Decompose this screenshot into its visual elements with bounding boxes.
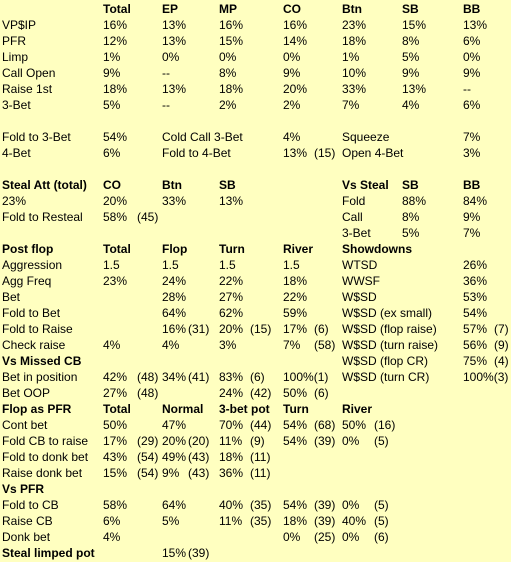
stat-cell-r18-bb: 53% bbox=[463, 290, 488, 304]
stat-cell-r28-total: 43% bbox=[103, 450, 128, 464]
stat-cell-r29-total: 15% bbox=[103, 466, 128, 480]
stat-cell-r4-mp: 8% bbox=[219, 66, 237, 80]
stat-cell-r14-btn: 3-Bet bbox=[342, 226, 371, 240]
stat-cell-r15-label: Post flop bbox=[2, 242, 54, 256]
stat-cell-r17-label: Agg Freq bbox=[2, 274, 52, 288]
stat-cell-r31-cop: (39) bbox=[314, 498, 336, 512]
stat-cell-r0-btn: Btn bbox=[342, 2, 362, 16]
stat-cell-r15-btn: Showdowns bbox=[342, 242, 412, 256]
stat-cell-r11-btn: Vs Steal bbox=[342, 178, 389, 192]
stat-cell-r2-label: PFR bbox=[2, 34, 26, 48]
stat-cell-r3-btn: 1% bbox=[342, 50, 360, 64]
stat-cell-r17-bb: 36% bbox=[463, 274, 488, 288]
stat-cell-r4-total: 9% bbox=[103, 66, 121, 80]
stat-cell-r13-label: Fold to Resteal bbox=[2, 210, 83, 224]
stat-cell-r32-cop: (39) bbox=[314, 514, 336, 528]
stat-cell-r23-co: 100%(1) bbox=[283, 370, 329, 384]
stat-cell-r1-co: 16% bbox=[283, 18, 308, 32]
stat-cell-r20-cop: (6) bbox=[314, 322, 329, 336]
stat-cell-r20-label: Fold to Raise bbox=[2, 322, 73, 336]
stat-cell-r27-btnp: (5) bbox=[374, 434, 389, 448]
stat-cell-r8-bb: 7% bbox=[463, 130, 481, 144]
stat-cell-r16-mp: 1.5 bbox=[219, 258, 236, 272]
stat-cell-r33-label: Donk bet bbox=[2, 530, 51, 544]
stat-cell-r29-label: Raise donk bet bbox=[2, 466, 83, 480]
stat-cell-r33-btnp: (6) bbox=[374, 530, 389, 544]
stat-cell-r26-btn: 50% bbox=[342, 418, 367, 432]
stat-cell-r5-co: 20% bbox=[283, 82, 308, 96]
stat-cell-r24-total: 27% bbox=[103, 386, 128, 400]
stat-cell-r15-co: River bbox=[283, 242, 314, 256]
stat-cell-r34-label: Steal limped pot bbox=[2, 546, 95, 560]
stat-cell-r32-btnp: (5) bbox=[374, 514, 389, 528]
stat-cell-r26-co: 54% bbox=[283, 418, 308, 432]
stat-cell-r6-total: 5% bbox=[103, 98, 121, 112]
stat-cell-r25-mp: 3-bet pot bbox=[219, 402, 270, 416]
stat-cell-r22-bbp: (4) bbox=[494, 354, 509, 368]
stat-cell-r11-sb: SB bbox=[402, 178, 419, 192]
stat-cell-r2-mp: 15% bbox=[219, 34, 244, 48]
stat-cell-r21-co: 7% bbox=[283, 338, 301, 352]
stat-cell-r32-btn: 40% bbox=[342, 514, 367, 528]
stat-cell-r21-cop: (58) bbox=[314, 338, 336, 352]
stat-cell-r17-co: 18% bbox=[283, 274, 308, 288]
stat-cell-r27-mpp: (9) bbox=[250, 434, 265, 448]
stat-cell-r32-mpp: (35) bbox=[250, 514, 272, 528]
stat-cell-r30-label: Vs PFR bbox=[2, 482, 45, 496]
stat-cell-r17-ep: 24% bbox=[162, 274, 187, 288]
stat-cell-r8-ep: Cold Call 3-Bet bbox=[162, 130, 243, 144]
stat-cell-r17-btn: WWSF bbox=[342, 274, 380, 288]
stat-cell-r1-mp: 16% bbox=[219, 18, 244, 32]
stat-cell-r5-total: 18% bbox=[103, 82, 128, 96]
stat-cell-r20-mp: 20% bbox=[219, 322, 244, 336]
stat-cell-r20-mpp: (15) bbox=[250, 322, 272, 336]
stat-cell-r2-co: 14% bbox=[283, 34, 308, 48]
stat-cell-r27-cop: (39) bbox=[314, 434, 336, 448]
stat-cell-r20-co: 17% bbox=[283, 322, 308, 336]
stat-cell-r33-btn: 0% bbox=[342, 530, 360, 544]
stat-cell-r23-total: 42% bbox=[103, 370, 128, 384]
stat-cell-r5-mp: 18% bbox=[219, 82, 244, 96]
stat-cell-r4-label: Call Open bbox=[2, 66, 56, 80]
stat-cell-r31-btn: 0% bbox=[342, 498, 360, 512]
stat-cell-r21-btn: W$SD (turn raise) bbox=[342, 338, 439, 352]
stat-cell-r9-co: 13% bbox=[283, 146, 308, 160]
stat-cell-r24-co: 50% bbox=[283, 386, 308, 400]
stat-cell-r17-total: 23% bbox=[103, 274, 128, 288]
stat-cell-r27-mp: 11% bbox=[219, 434, 243, 448]
stat-cell-r16-total: 1.5 bbox=[103, 258, 120, 272]
stat-cell-r6-co: 2% bbox=[283, 98, 301, 112]
stat-cell-r12-btn: Fold bbox=[342, 194, 366, 208]
stat-cell-r0-ep: EP bbox=[162, 2, 179, 16]
stat-cell-r1-btn: 23% bbox=[342, 18, 367, 32]
stat-cell-r31-ep: 64% bbox=[162, 498, 187, 512]
stat-cell-r2-bb: 6% bbox=[463, 34, 481, 48]
stat-cell-r4-ep: -- bbox=[162, 66, 170, 80]
stat-cell-r26-cop: (68) bbox=[314, 418, 336, 432]
stat-cell-r22-label: Vs Missed CB bbox=[2, 354, 82, 368]
stat-cell-r18-co: 22% bbox=[283, 290, 308, 304]
stat-cell-r33-cop: (25) bbox=[314, 530, 336, 544]
stat-cell-r27-co: 54% bbox=[283, 434, 308, 448]
stat-cell-r32-label: Raise CB bbox=[2, 514, 53, 528]
stat-cell-r28-ep: 49% bbox=[162, 450, 187, 464]
stat-cell-r18-btn: W$SD bbox=[342, 290, 377, 304]
stat-cell-r3-co: 0% bbox=[283, 50, 301, 64]
stat-cell-r20-epp: (31) bbox=[188, 322, 210, 336]
stat-cell-r5-ep: 13% bbox=[162, 82, 187, 96]
stat-cell-r26-total: 50% bbox=[103, 418, 128, 432]
stat-cell-r6-btn: 7% bbox=[342, 98, 360, 112]
stat-cell-r1-label: VP$IP bbox=[2, 18, 37, 32]
stat-cell-r20-bb: 57% bbox=[463, 322, 488, 336]
stat-cell-r5-bb: -- bbox=[463, 82, 471, 96]
stat-cell-r31-total: 58% bbox=[103, 498, 128, 512]
stat-cell-r11-total: CO bbox=[103, 178, 121, 192]
stat-cell-r24-label: Bet OOP bbox=[2, 386, 51, 400]
stat-cell-r32-co: 18% bbox=[283, 514, 308, 528]
stat-cell-r11-label: Steal Att (total) bbox=[2, 178, 87, 192]
stat-cell-r1-total: 16% bbox=[103, 18, 128, 32]
stat-cell-r24-mp: 24% bbox=[219, 386, 244, 400]
stat-cell-r12-label: 23% bbox=[2, 194, 27, 208]
stat-cell-r29-ep: 9% bbox=[162, 466, 180, 480]
stat-cell-r12-sb: 88% bbox=[402, 194, 427, 208]
stat-cell-r26-mpp: (44) bbox=[250, 418, 272, 432]
stat-cell-r32-total: 6% bbox=[103, 514, 121, 528]
stat-cell-r31-btnp: (5) bbox=[374, 498, 389, 512]
stat-cell-r9-label: 4-Bet bbox=[2, 146, 31, 160]
stat-cell-r16-label: Aggression bbox=[2, 258, 63, 272]
stat-cell-r21-mp: 3% bbox=[219, 338, 237, 352]
stat-cell-r1-sb: 15% bbox=[402, 18, 427, 32]
stat-cell-r29-mpp: (11) bbox=[250, 466, 271, 480]
stat-cell-r1-bb: 13% bbox=[463, 18, 488, 32]
stat-cell-r16-btn: WTSD bbox=[342, 258, 378, 272]
stat-cell-r14-bb: 7% bbox=[463, 226, 481, 240]
stat-cell-r6-mp: 2% bbox=[219, 98, 237, 112]
stat-cell-r19-btn: W$SD (ex small) bbox=[342, 306, 433, 320]
stat-cell-r13-totalp: (45) bbox=[137, 210, 159, 224]
stat-cell-r4-co: 9% bbox=[283, 66, 301, 80]
stat-cell-r28-label: Fold to donk bet bbox=[2, 450, 89, 464]
stat-cell-r24-totalp: (48) bbox=[137, 386, 159, 400]
stat-cell-r21-bbp: (9) bbox=[494, 338, 509, 352]
stat-cell-r11-bb: BB bbox=[463, 178, 481, 192]
stat-cell-r34-ep: 15% bbox=[162, 546, 187, 560]
stat-cell-r13-bb: 9% bbox=[463, 210, 481, 224]
stat-cell-r4-btn: 10% bbox=[342, 66, 367, 80]
stat-cell-r3-mp: 0% bbox=[219, 50, 237, 64]
stat-cell-r15-total: Total bbox=[103, 242, 131, 256]
stat-cell-r9-total: 6% bbox=[103, 146, 121, 160]
stat-cell-r29-epp: (43) bbox=[188, 466, 210, 480]
stat-cell-r18-mp: 27% bbox=[219, 290, 244, 304]
stat-cell-r2-sb: 8% bbox=[402, 34, 420, 48]
stat-cell-r5-btn: 33% bbox=[342, 82, 367, 96]
stat-cell-r27-total: 17% bbox=[103, 434, 128, 448]
stat-cell-r3-bb: 0% bbox=[463, 50, 481, 64]
stat-cell-r23-label: Bet in position bbox=[2, 370, 78, 384]
stat-cell-r21-total: 4% bbox=[103, 338, 121, 352]
stat-cell-r1-ep: 13% bbox=[162, 18, 187, 32]
stat-cell-r27-btn: 0% bbox=[342, 434, 360, 448]
stat-cell-r0-total: Total bbox=[103, 2, 131, 16]
stat-cell-r21-label: Check raise bbox=[2, 338, 66, 352]
stat-cell-r22-btn: W$SD (flop CR) bbox=[342, 354, 429, 368]
stat-cell-r0-sb: SB bbox=[402, 2, 419, 16]
stat-cell-r22-bb: 75% bbox=[463, 354, 488, 368]
stat-cell-r24-cop: (6) bbox=[314, 386, 329, 400]
stat-cell-r4-bb: 9% bbox=[463, 66, 481, 80]
stat-cell-r2-btn: 18% bbox=[342, 34, 367, 48]
stat-cell-r21-ep: 4% bbox=[162, 338, 180, 352]
stat-cell-r33-co: 0% bbox=[283, 530, 301, 544]
stat-cell-r16-bb: 26% bbox=[463, 258, 488, 272]
stat-cell-r26-ep: 47% bbox=[162, 418, 187, 432]
stat-cell-r19-mp: 62% bbox=[219, 306, 244, 320]
stat-cell-r3-label: Limp bbox=[2, 50, 29, 64]
stat-cell-r8-total: 54% bbox=[103, 130, 128, 144]
stat-cell-r28-totalp: (54) bbox=[137, 450, 159, 464]
stat-cell-r14-sb: 5% bbox=[402, 226, 420, 240]
stat-cell-r31-label: Fold to CB bbox=[2, 498, 59, 512]
stat-cell-r9-cop: (15) bbox=[314, 146, 336, 160]
stat-cell-r23-bb: 100%(3) bbox=[463, 370, 509, 384]
stat-cell-r18-label: Bet bbox=[2, 290, 21, 304]
stat-cell-r28-epp: (43) bbox=[188, 450, 210, 464]
stat-cell-r23-btn: W$SD (turn CR) bbox=[342, 370, 430, 384]
stat-cell-r9-bb: 3% bbox=[463, 146, 481, 160]
stat-cell-r0-co: CO bbox=[283, 2, 301, 16]
stat-cell-r27-label: Fold CB to raise bbox=[2, 434, 89, 448]
stat-cell-r31-mp: 40% bbox=[219, 498, 244, 512]
stat-cell-r3-sb: 5% bbox=[402, 50, 420, 64]
stat-cell-r9-ep: Fold to 4-Bet bbox=[162, 146, 231, 160]
stat-cell-r15-mp: Turn bbox=[219, 242, 245, 256]
stat-cell-r3-total: 1% bbox=[103, 50, 121, 64]
stat-cell-r12-total: 20% bbox=[103, 194, 128, 208]
stat-cell-r19-ep: 64% bbox=[162, 306, 187, 320]
stat-cell-r27-totalp: (29) bbox=[137, 434, 159, 448]
stat-cell-r23-totalp: (48) bbox=[137, 370, 159, 384]
stat-cell-r23-mp: 83% bbox=[219, 370, 244, 384]
stat-cell-r32-mp: 11% bbox=[219, 514, 243, 528]
stat-cell-r25-ep: Normal bbox=[162, 402, 204, 416]
stat-cell-r5-sb: 13% bbox=[402, 82, 427, 96]
stat-cell-r20-ep: 16% bbox=[162, 322, 187, 336]
stat-cell-r34-epp: (39) bbox=[188, 546, 210, 560]
stat-cell-r12-bb: 84% bbox=[463, 194, 488, 208]
stat-cell-r25-btn: River bbox=[342, 402, 373, 416]
stat-cell-r13-sb: 8% bbox=[402, 210, 420, 224]
stat-cell-r17-mp: 22% bbox=[219, 274, 244, 288]
stat-cell-r27-epp: (20) bbox=[188, 434, 210, 448]
stat-cell-r8-co: 4% bbox=[283, 130, 301, 144]
stat-cell-r24-mpp: (42) bbox=[250, 386, 272, 400]
stat-cell-r19-label: Fold to Bet bbox=[2, 306, 61, 320]
stat-cell-r28-mpp: (11) bbox=[250, 450, 271, 464]
stat-cell-r25-label: Flop as PFR bbox=[2, 402, 72, 416]
stat-cell-r32-ep: 5% bbox=[162, 514, 180, 528]
stat-cell-r4-sb: 9% bbox=[402, 66, 420, 80]
stat-cell-r6-label: 3-Bet bbox=[2, 98, 31, 112]
stat-cell-r23-ep: 34% bbox=[162, 370, 187, 384]
stat-cell-r6-sb: 4% bbox=[402, 98, 420, 112]
stat-cell-r0-mp: MP bbox=[219, 2, 237, 16]
stat-cell-r11-mp: SB bbox=[219, 178, 236, 192]
stat-cell-r26-label: Cont bet bbox=[2, 418, 48, 432]
stat-cell-r25-co: Turn bbox=[283, 402, 309, 416]
stat-cell-r15-ep: Flop bbox=[162, 242, 188, 256]
stat-cell-r9-btn: Open 4-Bet bbox=[342, 146, 404, 160]
stat-cell-r33-total: 4% bbox=[103, 530, 121, 544]
stat-cell-r8-btn: Squeeze bbox=[342, 130, 390, 144]
stat-cell-r13-btn: Call bbox=[342, 210, 363, 224]
stat-cell-r25-total: Total bbox=[103, 402, 131, 416]
stat-cell-r28-mp: 18% bbox=[219, 450, 244, 464]
stat-cell-r18-ep: 28% bbox=[162, 290, 187, 304]
stat-cell-r2-ep: 13% bbox=[162, 34, 187, 48]
stat-cell-r2-total: 12% bbox=[103, 34, 128, 48]
stat-cell-r19-co: 59% bbox=[283, 306, 308, 320]
stat-cell-r23-mpp: (6) bbox=[250, 370, 265, 384]
stat-cell-r6-bb: 6% bbox=[463, 98, 481, 112]
stat-cell-r16-co: 1.5 bbox=[283, 258, 300, 272]
stat-cell-r31-co: 54% bbox=[283, 498, 308, 512]
stat-cell-r27-ep: 20% bbox=[162, 434, 187, 448]
stat-cell-r20-btn: W$SD (flop raise) bbox=[342, 322, 437, 336]
stat-cell-r29-mp: 36% bbox=[219, 466, 244, 480]
stat-cell-r12-ep: 33% bbox=[162, 194, 187, 208]
stat-cell-r31-mpp: (35) bbox=[250, 498, 272, 512]
stat-cell-r21-bb: 56% bbox=[463, 338, 488, 352]
stat-cell-r0-bb: BB bbox=[463, 2, 481, 16]
stat-cell-r8-label: Fold to 3-Bet bbox=[2, 130, 71, 144]
stat-cell-r11-ep: Btn bbox=[162, 178, 182, 192]
stat-cell-r26-mp: 70% bbox=[219, 418, 244, 432]
stat-cell-r16-ep: 1.5 bbox=[162, 258, 179, 272]
stat-cell-r13-total: 58% bbox=[103, 210, 128, 224]
stat-cell-r12-mp: 13% bbox=[219, 194, 244, 208]
stat-cell-r20-bbp: (7) bbox=[494, 322, 509, 336]
stat-cell-r23-epp: (41) bbox=[188, 370, 210, 384]
stat-cell-r6-ep: -- bbox=[162, 98, 170, 112]
stat-cell-r5-label: Raise 1st bbox=[2, 82, 53, 96]
stat-cell-r29-totalp: (54) bbox=[137, 466, 159, 480]
stat-cell-r3-ep: 0% bbox=[162, 50, 180, 64]
stat-cell-r19-bb: 54% bbox=[463, 306, 488, 320]
stat-cell-r26-btnp: (16) bbox=[374, 418, 396, 432]
